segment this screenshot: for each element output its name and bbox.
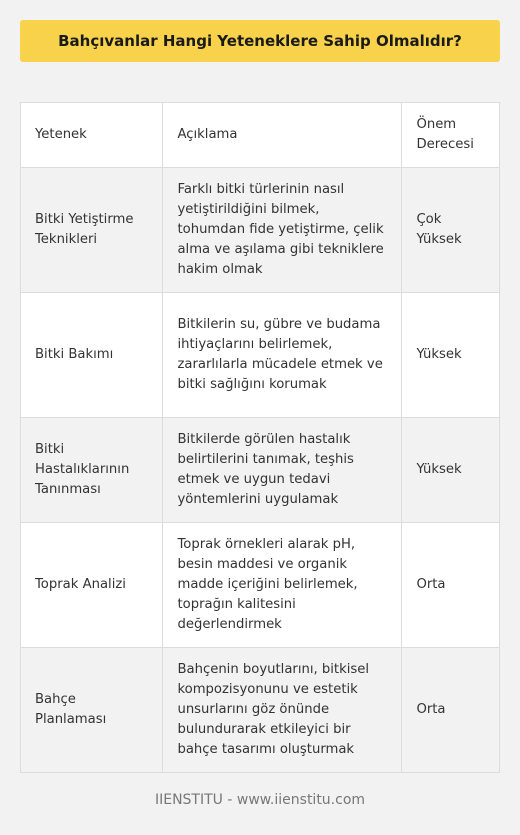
description-cell: Farklı bitki türlerinin nasıl yetiştirildiğini bilmek, tohumdan fide yetiştirme, çelik alma ve aşılama gibi tekniklere hakim olmak [163, 168, 402, 293]
table-header-row [21, 103, 500, 168]
table-row [21, 168, 500, 293]
importance-cell: Orta [402, 648, 500, 773]
description-cell: Bitkilerde görülen hastalık belirtilerini tanımak, teşhis etmek ve uygun tedavi yöntemlerini uygulamak [163, 418, 402, 523]
description-cell: Bahçenin boyutlarını, bitkisel kompozisyonunu ve estetik unsurlarını göz önünde bulundurarak etkileyici bir bahçe tasarımı oluşturmak [163, 648, 402, 773]
skill-cell: Toprak Analizi [21, 523, 163, 648]
page-title: Bahçıvanlar Hangi Yeteneklere Sahip Olmalıdır? [20, 20, 500, 62]
skills-table [20, 102, 500, 773]
header-skill: Yetenek [21, 103, 163, 168]
table-row [21, 648, 500, 773]
skill-cell: Bitki Yetiştirme Teknikleri [21, 168, 163, 293]
footer-text: IIENSTITU - www.iienstitu.com [154, 792, 366, 808]
table-row [21, 418, 500, 523]
table-row [21, 523, 500, 648]
skill-cell: Bitki Bakımı [21, 293, 163, 418]
header-description: Açıklama [163, 103, 402, 168]
skill-cell: Bahçe Planlaması [21, 648, 163, 773]
header-importance: Önem Derecesi [402, 103, 500, 168]
importance-cell: Yüksek [402, 293, 500, 418]
importance-cell: Yüksek [402, 418, 500, 523]
importance-cell: Orta [402, 523, 500, 648]
table-row [21, 293, 500, 418]
description-cell: Bitkilerin su, gübre ve budama ihtiyaçlarını belirlemek, zararlılarla mücadele etmek ve bitki sağlığını korumak [163, 293, 402, 418]
description-cell: Toprak örnekleri alarak pH, besin maddesi ve organik madde içeriğini belirlemek, toprağın kalitesini değerlendirmek [163, 523, 402, 648]
importance-cell: Çok Yüksek [402, 168, 500, 293]
skill-cell: Bitki Hastalıklarının Tanınması [21, 418, 163, 523]
